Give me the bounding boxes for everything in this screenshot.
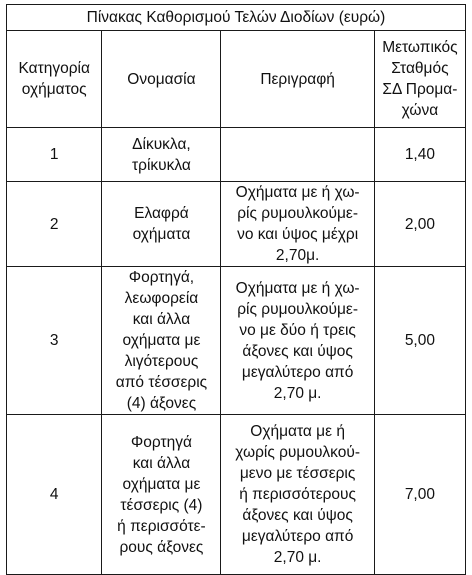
row-price: 5,00 [374, 267, 465, 415]
row-description: Οχήματα με ή χω- ρίς ρυμουλκούμε- νο με δύο ή τρεις άξονες και ύψος μεγαλύτερο από 2,70 μ. [221, 267, 374, 415]
row-name: Δίκυκλα, τρίκυκλα [102, 128, 221, 182]
row-description [221, 128, 374, 182]
header-description: Περιγραφή [221, 31, 374, 128]
table-row [7, 267, 466, 415]
row-category: 2 [7, 182, 102, 267]
toll-fees-table [6, 4, 466, 575]
header-price-station: Μετωπικός Σταθμός ΣΔ Προμα- χώνα [374, 31, 465, 128]
row-name: Ελαφρά οχήματα [102, 182, 221, 267]
row-price: 7,00 [374, 415, 465, 575]
table-title: Πίνακας Καθορισμού Τελών Διοδίων (ευρώ) [7, 5, 466, 31]
header-name: Ονομασία [102, 31, 221, 128]
row-price: 2,00 [374, 182, 465, 267]
header-category: Κατηγορία οχήματος [7, 31, 102, 128]
table-row [7, 415, 466, 575]
row-category: 3 [7, 267, 102, 415]
row-description: Οχήματα με ή χωρίς ρυμουλκού- μενο με τέσσερις ή περισσότερους άξονες και ύψος μεγαλύτερο από 2,70 μ. [221, 415, 374, 575]
row-category: 4 [7, 415, 102, 575]
row-category: 1 [7, 128, 102, 182]
table-row [7, 182, 466, 267]
row-name: Φορτηγά, λεωφορεία και άλλα οχήματα με λιγότερους από τέσσερις (4) άξονες [102, 267, 221, 415]
row-description: Οχήματα με ή χω- ρίς ρυμουλκούμε- νο και ύψος μέχρι 2,70μ. [221, 182, 374, 267]
row-price: 1,40 [374, 128, 465, 182]
row-name: Φορτηγά και άλλα οχήματα με τέσσερις (4) ή περισσότε- ρους άξονες [102, 415, 221, 575]
table-row [7, 128, 466, 182]
table-header-row [7, 31, 466, 128]
toll-table-container [6, 4, 466, 575]
